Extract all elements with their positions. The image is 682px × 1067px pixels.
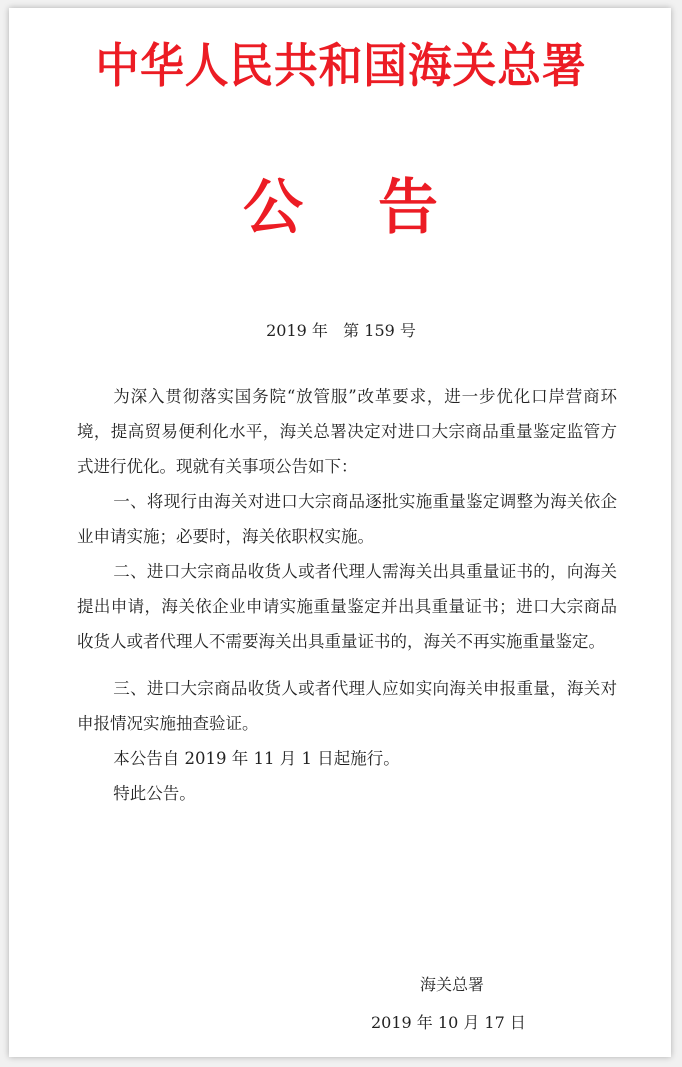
announcement-char-1: 公 [243, 173, 303, 243]
paragraph-effective-date: 本公告自 2019 年 11 月 1 日起施行。 [113, 749, 400, 768]
paragraph-item-1: 一、将现行由海关对进口大宗商品逐批实施重量鉴定调整为海关依企业申请实施；必要时，海关依职权实施。 [77, 492, 617, 546]
issuer-header-title: 中华人民共和国海关总署 [95, 39, 587, 94]
paragraph-closing: 特此公告。 [113, 784, 196, 803]
paragraph-item-3: 三、进口大宗商品收货人或者代理人应如实向海关申报重量，海关对申报情况实施抽查验证。 [77, 679, 617, 733]
document-number: 2019 年 第 159 号 [266, 321, 416, 340]
signature-issuer: 海关总署 [420, 975, 485, 994]
announcement-char-2: 告 [378, 173, 438, 243]
document-body [77, 379, 617, 811]
announcement-heading [0, 168, 682, 248]
paragraph-intro: 为深入贯彻落实国务院“放管服”改革要求，进一步优化口岸营商环境，提高贸易便利化水平，海关总署决定对进口大宗商品重量鉴定监管方式进行优化。现就有关事项公告如下： [77, 387, 617, 476]
paragraph-item-2: 二、进口大宗商品收货人或者代理人需海关出具重量证书的，向海关提出申请，海关依企业申请实施重量鉴定并出具重量证书；进口大宗商品收货人或者代理人不需要海关出具重量证书的，海关不再实施重量鉴定。 [77, 562, 617, 651]
signature-date: 2019 年 10 月 17 日 [371, 1013, 526, 1032]
